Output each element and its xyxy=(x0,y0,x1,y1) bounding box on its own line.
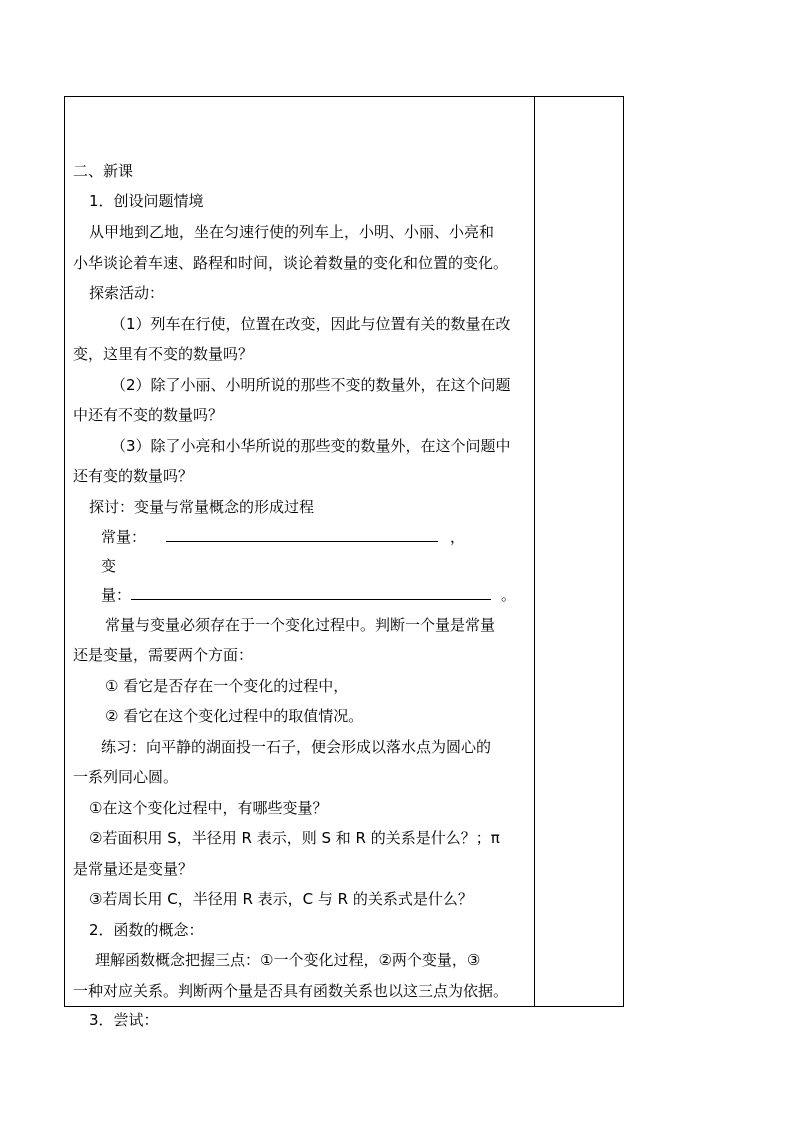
exercise-question: 是常量还是变量？ xyxy=(73,860,194,878)
paragraph-line: 理解函数概念把握三点：①一个变化过程，②两个变量，③ xyxy=(95,951,481,969)
constant-blank[interactable] xyxy=(166,527,438,542)
subsection-heading: 1．创设问题情境 xyxy=(89,192,204,210)
lesson-table xyxy=(64,96,624,1029)
paragraph-line: 小华谈论着车速、路程和时间，谈论着数量的变化和位置的变化。 xyxy=(73,254,509,272)
notes-cell xyxy=(535,97,624,1006)
question-line: （1）列车在行使，位置在改变，因此与位置有关的数量在改 xyxy=(111,315,511,333)
variable-end: 。 xyxy=(501,586,517,604)
exercise-question: ②若面积用 S，半径用 R 表示，则 S 和 R 的关系是什么？；π xyxy=(89,829,500,847)
paragraph-line: 探索活动： xyxy=(89,284,165,302)
exercise-question: ③若周长用 C，半径用 R 表示，C 与 R 的关系式是什么？ xyxy=(89,890,473,908)
question-line: 变，这里有不变的数量吗？ xyxy=(73,345,254,363)
paragraph-line: 常量与变量必须存在于一个变化过程中。判断一个量是常量 xyxy=(105,616,496,634)
list-item: ② 看它在这个变化过程中的取值情况。 xyxy=(105,707,364,725)
variable-blank[interactable] xyxy=(131,585,491,600)
variable-fill-line xyxy=(101,585,561,605)
constant-fill-line xyxy=(101,527,561,547)
exercise-line: 一系列同心圆。 xyxy=(73,768,179,786)
lesson-content-cell xyxy=(65,97,534,1029)
paragraph-line: 从甲地到乙地，坐在匀速行使的列车上，小明、小丽、小亮和 xyxy=(89,223,495,241)
subsection-heading: 3．尝试： xyxy=(89,1011,159,1029)
paragraph-line: 探讨：变量与常量概念的形成过程 xyxy=(89,498,315,516)
list-item: ① 看它是否存在一个变化的过程中， xyxy=(105,677,349,695)
constant-end: ， xyxy=(450,528,466,546)
question-line: （3）除了小亮和小华所说的那些变的数量外，在这个问题中 xyxy=(111,437,511,455)
question-line: 还有变的数量吗？ xyxy=(73,467,194,485)
variable-label: 量： xyxy=(101,586,132,604)
question-line: （2）除了小丽、小明所说的那些不变的数量外，在这个问题 xyxy=(111,376,511,394)
question-line: 中还有不变的数量吗？ xyxy=(73,406,224,424)
section-heading: 二、新课 xyxy=(73,162,134,180)
exercise-question: ①在这个变化过程中，有哪些变量？ xyxy=(89,799,328,817)
paragraph-line: 一种对应关系。判断两个量是否具有函数关系也以这三点为依据。 xyxy=(73,982,509,1000)
constant-label: 常量： xyxy=(101,528,147,546)
subsection-heading: 2．函数的概念： xyxy=(89,921,204,939)
variable-label-line: 变 xyxy=(101,557,117,575)
paragraph-line: 还是变量，需要两个方面： xyxy=(73,646,254,664)
exercise-line: 练习：向平静的湖面投一石子，便会形成以落水点为圆心的 xyxy=(101,738,492,756)
